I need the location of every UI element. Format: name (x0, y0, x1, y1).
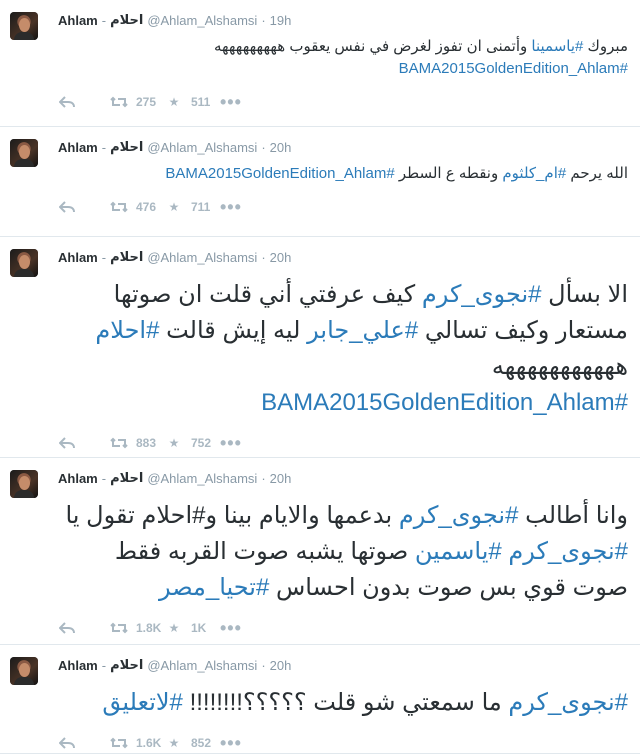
tweet-header (58, 655, 628, 675)
hashtag-link[interactable]: #BAMA2015GoldenEdition_Ahlam (398, 60, 628, 77)
hashtag-link[interactable]: #ياسمينا (531, 38, 584, 55)
favorite-count: 1K (191, 621, 207, 635)
tweet-text-segment: الا بسأل (541, 281, 628, 308)
tweet-text-segment: ونقطه ع السطر (394, 165, 503, 182)
name-separator: - (101, 470, 107, 486)
avatar[interactable] (10, 249, 38, 277)
user-handle[interactable]: @Ahlam_Alshamsi (147, 657, 258, 673)
hashtag-link[interactable]: #BAMA2015GoldenEdition_Ahlam (261, 389, 628, 416)
tweet-text (58, 277, 628, 421)
dot-separator: · (261, 657, 266, 673)
tweet[interactable] (0, 645, 640, 754)
tweet-text-segment: وانا أطالب (518, 502, 628, 529)
name-separator: - (101, 249, 107, 265)
tweet-text (58, 163, 628, 185)
tweet-text-segment: ما سمعتي شو قلت ؟؟؟؟؟!!!!!!!! (182, 689, 509, 716)
hashtag-link[interactable]: #BAMA2015GoldenEdition_Ahlam (165, 165, 395, 182)
retweet-count: 883 (136, 436, 157, 450)
more-icon: ••• (220, 618, 242, 638)
display-name-arabic[interactable]: احلام (110, 12, 144, 27)
retweet-icon (110, 198, 128, 216)
more-icon: ••• (220, 92, 242, 112)
dot-separator: · (261, 139, 266, 155)
favorite-button[interactable] (165, 198, 220, 216)
retweet-button[interactable] (110, 619, 165, 637)
reply-icon (58, 434, 76, 452)
tweet[interactable] (0, 0, 640, 127)
tweet-text (58, 36, 628, 80)
tweet-text-segment: صوتها يشبه صوت القربه فقط صوت قوي بس صوت بدون احساس (114, 538, 628, 601)
display-name-arabic[interactable]: احلام (110, 249, 144, 264)
tweet-header (58, 468, 628, 488)
tweet-header (58, 247, 628, 267)
tweet-time[interactable]: 20h (269, 139, 292, 155)
tweet[interactable] (0, 237, 640, 458)
favorite-icon: ★ (168, 436, 180, 450)
name-separator: - (101, 12, 107, 28)
more-icon: ••• (220, 433, 242, 453)
more-button[interactable] (220, 197, 242, 217)
tweet-text-segment: بدعمها والايام بينا و#احلام تقول يا (65, 502, 399, 529)
retweet-button[interactable] (110, 93, 165, 111)
avatar[interactable] (10, 470, 38, 498)
display-name[interactable]: Ahlam (58, 139, 98, 155)
tweet[interactable] (0, 458, 640, 645)
reply-button[interactable] (58, 434, 110, 452)
reply-button[interactable] (58, 619, 110, 637)
display-name[interactable]: Ahlam (58, 470, 98, 486)
tweet-text-segment: ليه إيش قالت (159, 317, 308, 344)
hashtag-link[interactable]: #تحيا_مصر (158, 574, 270, 601)
tweet-text-segment: مبروك (583, 38, 628, 55)
hashtag-link[interactable]: #علي_جابر (307, 317, 419, 344)
user-handle[interactable]: @Ahlam_Alshamsi (147, 470, 258, 486)
hashtag-link[interactable]: #احلام (95, 317, 160, 344)
retweet-count: 1.8K (136, 621, 162, 635)
display-name-arabic[interactable]: احلام (110, 657, 144, 672)
more-button[interactable] (220, 618, 242, 638)
tweet-text-segment: الله يرحم (566, 165, 628, 182)
tweet-text-segment: وأتمنى ان تفوز لغرض في نفس يعقوب هههههههههه (213, 38, 532, 55)
retweet-count: 1.6K (136, 736, 162, 750)
favorite-icon: ★ (168, 95, 180, 109)
display-name-arabic[interactable]: احلام (110, 139, 144, 154)
more-icon: ••• (220, 733, 242, 753)
avatar[interactable] (10, 139, 38, 167)
hashtag-link[interactable]: #نجوى_كرم (421, 281, 542, 308)
favorite-icon: ★ (168, 736, 180, 750)
retweet-icon (110, 434, 128, 452)
favorite-icon: ★ (168, 200, 180, 214)
retweet-icon (110, 619, 128, 637)
avatar[interactable] (10, 12, 38, 40)
favorite-button[interactable] (165, 619, 220, 637)
favorite-button[interactable] (165, 734, 220, 752)
more-icon: ••• (220, 197, 242, 217)
hashtag-link[interactable]: #لاتعليق (102, 689, 183, 716)
tweet-actions (58, 721, 628, 754)
tweet-text (58, 685, 628, 721)
favorite-count: 852 (191, 736, 212, 750)
name-separator: - (101, 139, 107, 155)
reply-icon (58, 93, 76, 111)
more-button[interactable] (220, 92, 242, 112)
retweet-count: 476 (136, 200, 157, 214)
reply-button[interactable] (58, 93, 110, 111)
favorite-count: 711 (191, 200, 211, 214)
reply-icon (58, 734, 76, 752)
name-separator: - (101, 657, 107, 673)
retweet-icon (110, 93, 128, 111)
retweet-button[interactable] (110, 734, 165, 752)
tweet-header (58, 137, 628, 157)
more-button[interactable] (220, 433, 242, 453)
dot-separator: · (261, 470, 266, 486)
display-name-arabic[interactable]: احلام (110, 470, 144, 485)
tweet[interactable] (0, 127, 640, 237)
tweet-time[interactable]: 19h (269, 12, 292, 28)
favorite-button[interactable] (165, 434, 220, 452)
tweet-time[interactable]: 20h (269, 657, 292, 673)
tweet-actions (58, 185, 628, 229)
reply-button[interactable] (58, 734, 110, 752)
tweet-text-segment: كيف عرفتي أني قلت ان صوتها مستعار وكيف تسالي (113, 281, 628, 344)
favorite-button[interactable] (165, 93, 220, 111)
display-name[interactable]: Ahlam (58, 657, 98, 673)
reply-button[interactable] (58, 198, 110, 216)
favorite-count: 511 (191, 95, 211, 109)
hashtag-link[interactable]: #نجوى_كرم (398, 502, 519, 529)
dot-separator: · (261, 249, 266, 265)
tweet-time[interactable]: 20h (269, 470, 292, 486)
display-name[interactable]: Ahlam (58, 249, 98, 265)
tweet-text (58, 498, 628, 606)
retweet-button[interactable] (110, 434, 165, 452)
display-name[interactable]: Ahlam (58, 12, 98, 28)
retweet-count: 275 (136, 95, 157, 109)
tweet-time[interactable]: 20h (269, 249, 292, 265)
hashtag-link[interactable]: #نجوى_كرم (508, 538, 628, 565)
hashtag-link[interactable]: #ياسمين (414, 538, 502, 565)
tweet-header (58, 10, 628, 30)
favorite-icon: ★ (168, 621, 180, 635)
hashtag-link[interactable]: #نجوى_كرم (508, 689, 628, 716)
user-handle[interactable]: @Ahlam_Alshamsi (147, 139, 258, 155)
reply-icon (58, 198, 76, 216)
more-button[interactable] (220, 733, 242, 753)
retweet-icon (110, 734, 128, 752)
user-handle[interactable]: @Ahlam_Alshamsi (147, 249, 258, 265)
retweet-button[interactable] (110, 198, 165, 216)
user-handle[interactable]: @Ahlam_Alshamsi (147, 12, 258, 28)
reply-icon (58, 619, 76, 637)
tweet-actions (58, 606, 628, 650)
dot-separator: · (261, 12, 266, 28)
avatar[interactable] (10, 657, 38, 685)
tweet-text-segment: هههههههههههه (491, 353, 628, 380)
hashtag-link[interactable]: #ام_كلثوم (502, 165, 567, 182)
favorite-count: 752 (191, 436, 212, 450)
tweet-actions (58, 80, 628, 124)
